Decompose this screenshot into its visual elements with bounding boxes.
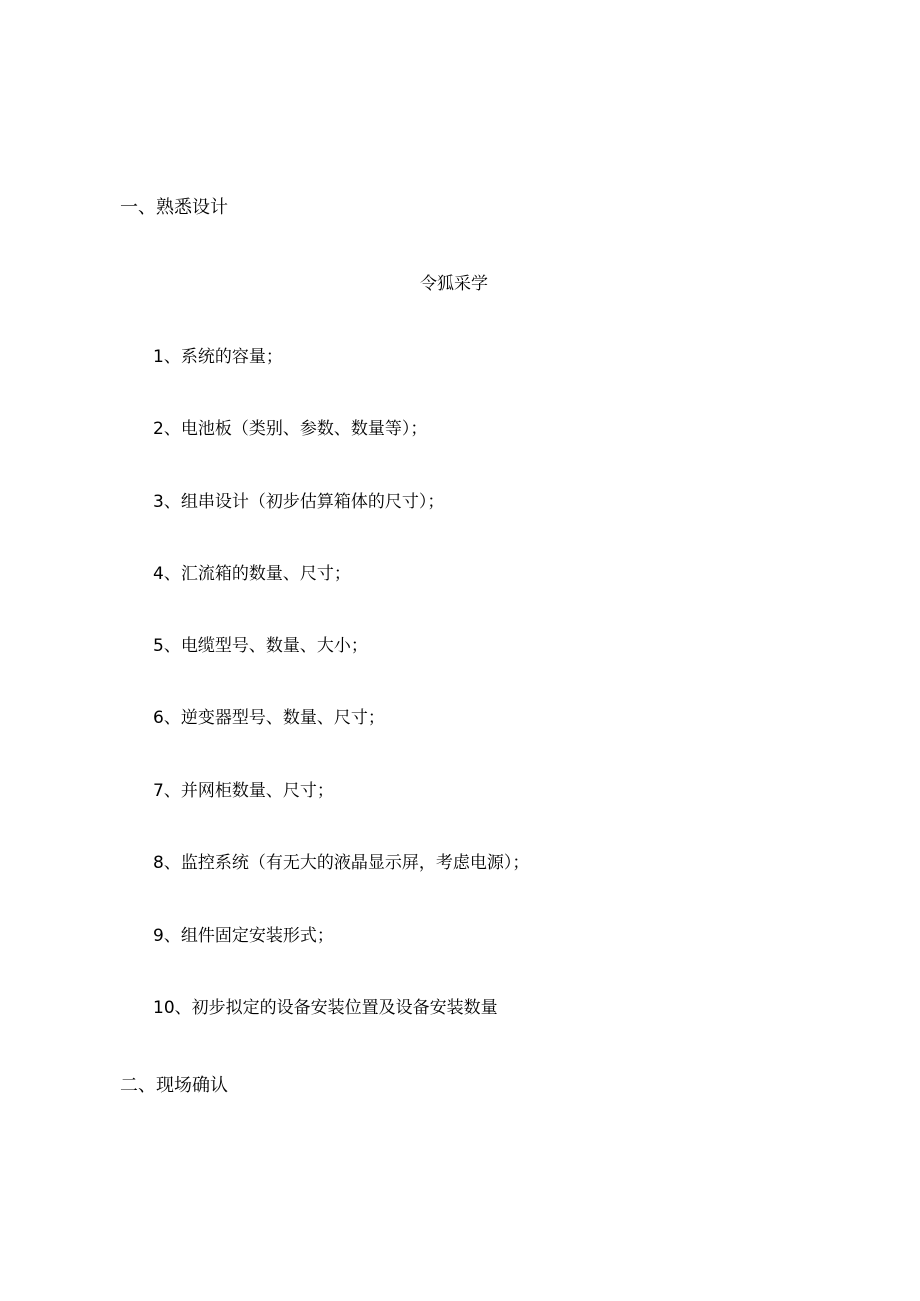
section-heading-1: 一、熟悉设计 [120,197,228,218]
list-item: 5、电缆型号、数量、大小； [153,636,368,656]
list-item: 2、电池板（类别、参数、数量等）； [153,419,428,439]
list-item: 1、系统的容量； [153,347,283,367]
list-item: 8、监控系统（有无大的液晶显示屏，考虑电源）； [153,853,530,873]
list-item: 10、初步拟定的设备安装位置及设备安装数量 [153,998,498,1018]
list-item: 7、并网柜数量、尺寸； [153,781,334,801]
list-item: 6、逆变器型号、数量、尺寸； [153,708,385,728]
list-item: 9、组件固定安装形式； [153,926,334,946]
list-item: 3、组串设计（初步估算箱体的尺寸）； [153,492,445,512]
list-item: 4、汇流箱的数量、尺寸； [153,564,351,584]
section-heading-2: 二、现场确认 [120,1075,228,1096]
author-name: 令狐采学 [420,274,488,294]
